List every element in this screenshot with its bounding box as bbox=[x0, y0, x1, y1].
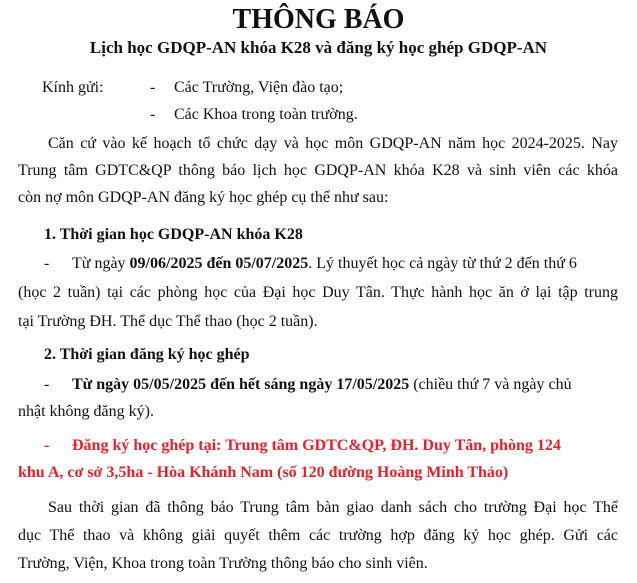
registration-note-line2: nhật không đăng ký). bbox=[18, 403, 154, 420]
recipients-label: Kính gửi: bbox=[42, 79, 104, 96]
document-subtitle: Lịch học GDQP-AN khóa K28 và đăng ký học ghép GDQP-AN bbox=[89, 38, 548, 57]
closing-line: Sau thời gian đã thông báo Trung tâm bàn giao danh sách cho trường Đại học Thể bbox=[48, 499, 618, 516]
intro-line: Căn cứ vào kế hoạch tổ chức dạy và học môn GDQP-AN năm học 2024-2025. Nay bbox=[48, 135, 618, 152]
recipient-item: Các Trường, Viện đào tạo; bbox=[174, 79, 344, 96]
section2-date-line bbox=[44, 375, 618, 395]
schedule-prefix: Từ ngày bbox=[72, 255, 130, 272]
registration-note: (chiều thứ 7 và ngày chủ bbox=[409, 376, 572, 393]
registration-location-line2: khu A, cơ sở 3,5ha - Hòa Khánh Nam (số 120 đường Hoàng Minh Thảo) bbox=[18, 464, 509, 481]
bullet-dash: - bbox=[44, 376, 50, 393]
intro-line: còn nợ môn GDQP-AN đăng ký học ghép cụ thể như sau: bbox=[18, 189, 389, 206]
section1-schedule-line bbox=[44, 254, 618, 274]
recipient-dash: - bbox=[150, 79, 156, 96]
bullet-dash: - bbox=[44, 437, 50, 454]
section1-line: (học 2 tuần) tại các phòng học của Đại học Duy Tân. Thực hành học ăn ở lại tập trung bbox=[18, 284, 618, 301]
section2-heading: 2. Thời gian đăng ký học ghép bbox=[44, 346, 250, 363]
schedule-suffix: . Lý thuyết học cả ngày từ thứ 2 đến thứ 6 bbox=[308, 255, 577, 272]
closing-line: Trường, Viện, Khoa trong toàn Trường thông báo cho sinh viên. bbox=[18, 555, 428, 572]
document-title: THÔNG BÁO bbox=[232, 4, 405, 35]
registration-location: Đăng ký học ghép tại: Trung tâm GDTC&QP, ĐH. Duy Tân, phòng 124 bbox=[72, 437, 561, 454]
registration-period: Từ ngày 05/05/2025 đến hết sáng ngày 17/05/2025 bbox=[72, 376, 410, 393]
recipient-dash: - bbox=[150, 106, 156, 123]
bullet-dash: - bbox=[44, 255, 50, 272]
recipient-item: Các Khoa trong toàn trường. bbox=[174, 106, 358, 123]
intro-line: Trung tâm GDTC&QP thông báo lịch học GDQP-AN khóa K28 và sinh viên các khóa bbox=[18, 162, 618, 179]
closing-line: dục Thể thao và không giải quyết thêm các trường hợp đăng ký học ghép. Gửi các bbox=[18, 527, 618, 544]
section1-line: tại Trường ĐH. Thể dục Thể thao (học 2 tuần). bbox=[18, 313, 318, 330]
registration-location-line bbox=[44, 436, 618, 456]
schedule-date-range: 09/06/2025 đến 05/07/2025 bbox=[129, 255, 309, 272]
section1-heading: 1. Thời gian học GDQP-AN khóa K28 bbox=[44, 226, 303, 243]
